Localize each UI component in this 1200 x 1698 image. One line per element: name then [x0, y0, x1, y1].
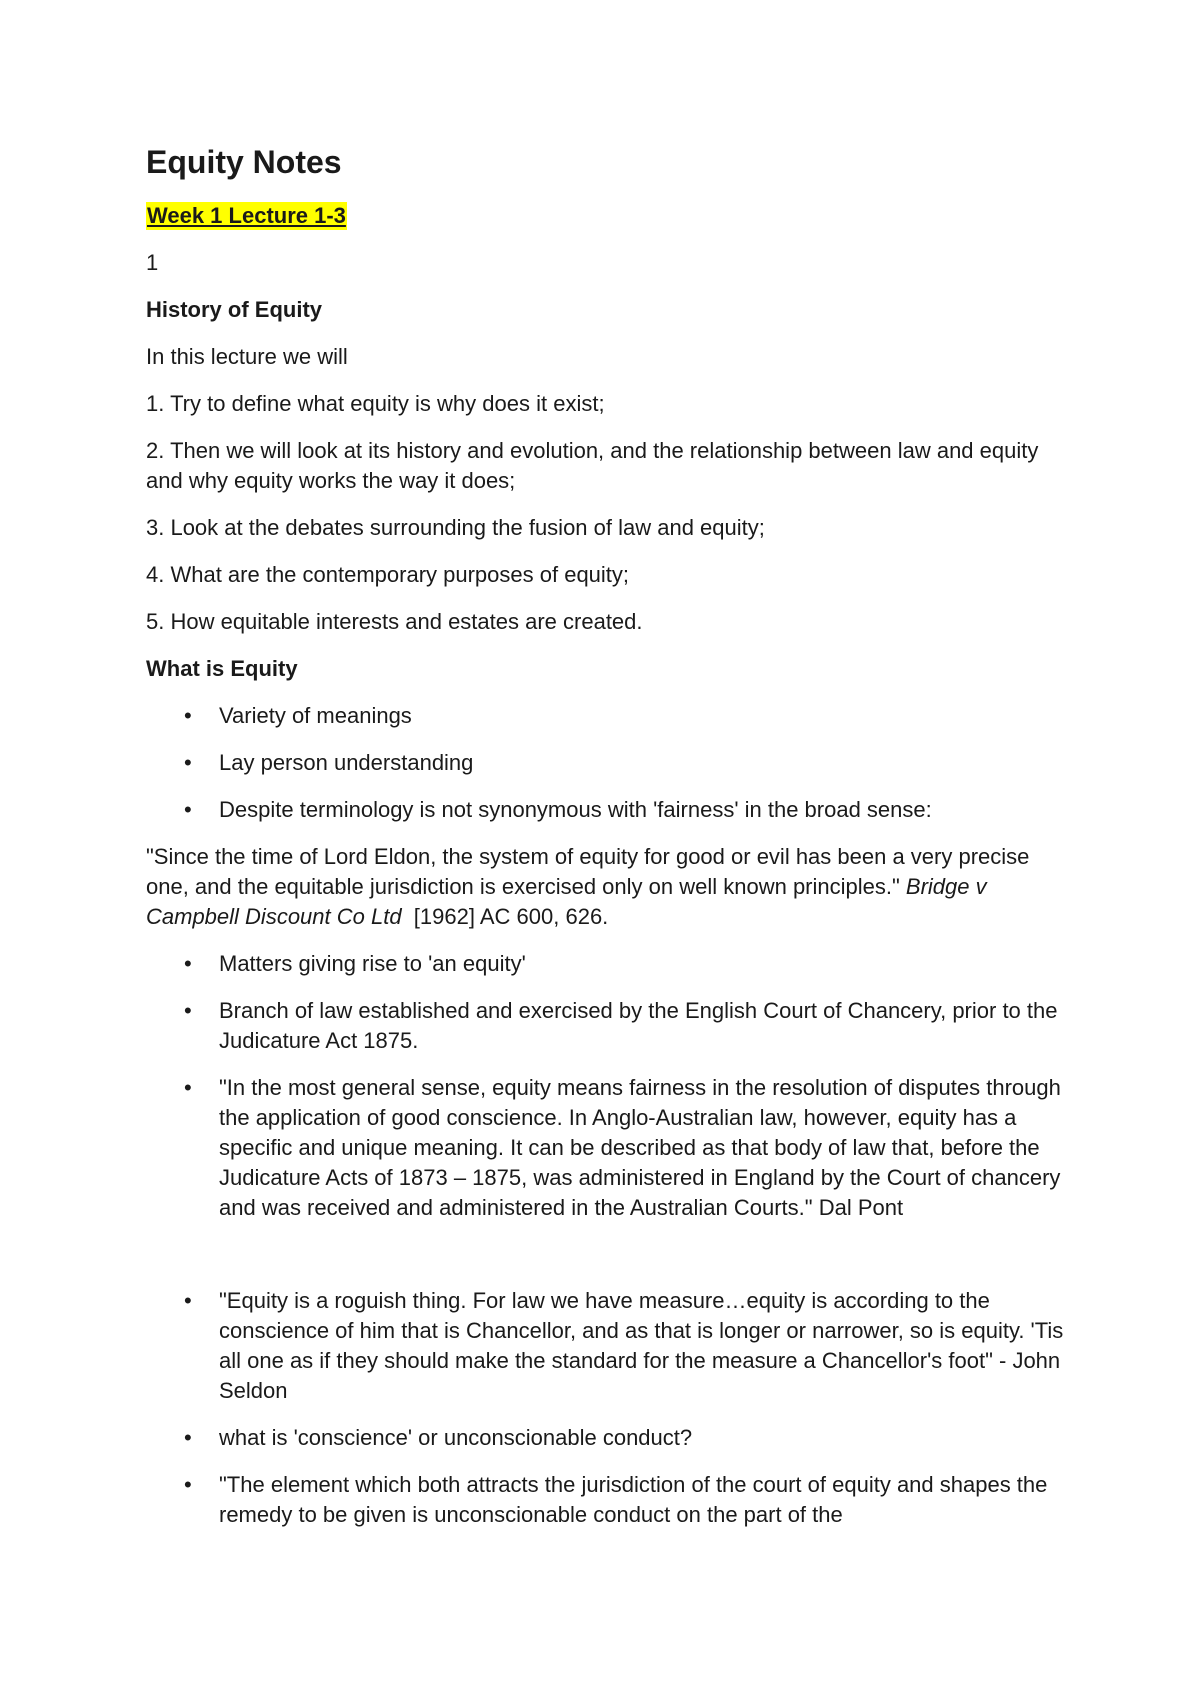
bullet-list-b — [146, 949, 1076, 1223]
list-item — [146, 1423, 1076, 1453]
list-item-text: "In the most general sense, equity means fairness in the resolution of disputes through the application of good conscience. In Anglo-Australian law, however, equity has a specific and unique meaning. It can be described as that body of law that, before the Judicature Acts of 1873 – 1875, was administered in England by the Court of chancery and was received and administered in the Australian Courts." Dal Pont — [219, 1075, 1061, 1220]
bullet-icon: • — [184, 1472, 192, 1497]
list-item-text: "The element which both attracts the jurisdiction of the court of equity and shapes the remedy to be given is unconscionable conduct on the part of the — [219, 1472, 1048, 1527]
list-item-text: Branch of law established and exercised by the English Court of Chancery, prior to the Judicature Act 1875. — [219, 998, 1058, 1053]
list-item — [146, 795, 1076, 825]
section-heading-what: What is Equity — [146, 656, 298, 681]
section-heading-history: History of Equity — [146, 297, 323, 322]
bullet-icon: • — [184, 1075, 192, 1100]
list-item — [146, 949, 1076, 979]
bullet-icon: • — [184, 1425, 192, 1450]
list-item-text: Lay person understanding — [219, 750, 474, 775]
list-item — [146, 1286, 1076, 1406]
objective-1: 1. Try to define what equity is why does it exist; — [146, 391, 605, 416]
objective-4: 4. What are the contemporary purposes of equity; — [146, 562, 630, 587]
week-heading: Week 1 Lecture 1-3 — [147, 203, 346, 228]
list-item — [146, 996, 1076, 1056]
lecture-number: 1 — [146, 250, 159, 275]
document-title: Equity Notes — [146, 144, 342, 180]
quote-eldon — [146, 842, 1076, 932]
objective-2: 2. Then we will look at its history and evolution, and the relationship between law and equity and why equity works the way it does; — [146, 438, 1039, 493]
bullet-icon: • — [184, 951, 192, 976]
list-item — [146, 701, 1076, 731]
objective-3: 3. Look at the debates surrounding the fusion of law and equity; — [146, 515, 765, 540]
bullet-icon: • — [184, 998, 192, 1023]
case-name: Bridge v Campbell Discount Co Ltd — [146, 874, 987, 929]
bullet-list-c — [146, 1286, 1076, 1530]
list-item-text: "Equity is a roguish thing. For law we have measure…equity is according to the conscience of him that is Chancellor, and as that is longer or narrower, so is equity. 'Tis all one as if they should make the standard for the measure a Chancellor's foot" - John Seldon — [219, 1288, 1064, 1403]
intro-text: In this lecture we will — [146, 344, 348, 369]
list-item — [146, 748, 1076, 778]
bullet-list-a — [146, 701, 1076, 825]
week-heading-row — [146, 201, 1076, 231]
objective-5: 5. How equitable interests and estates are created. — [146, 609, 643, 634]
list-item-text: Matters giving rise to 'an equity' — [219, 951, 526, 976]
quote-text: "Since the time of Lord Eldon, the system of equity for good or evil has been a very precise one, and the equitable jurisdiction is exercised only on well known principles." — [146, 844, 1030, 899]
bullet-icon: • — [184, 797, 192, 822]
list-item — [146, 1073, 1076, 1223]
list-item — [146, 1470, 1076, 1530]
list-item-text: what is 'conscience' or unconscionable conduct? — [219, 1425, 693, 1450]
bullet-icon: • — [184, 750, 192, 775]
bullet-icon: • — [184, 703, 192, 728]
bullet-icon: • — [184, 1288, 192, 1313]
list-item-text: Variety of meanings — [219, 703, 412, 728]
document-body — [146, 142, 1076, 1547]
case-citation: [1962] AC 600, 626. — [401, 904, 609, 929]
spacer — [146, 1240, 1076, 1286]
list-item-text: Despite terminology is not synonymous with 'fairness' in the broad sense: — [219, 797, 932, 822]
